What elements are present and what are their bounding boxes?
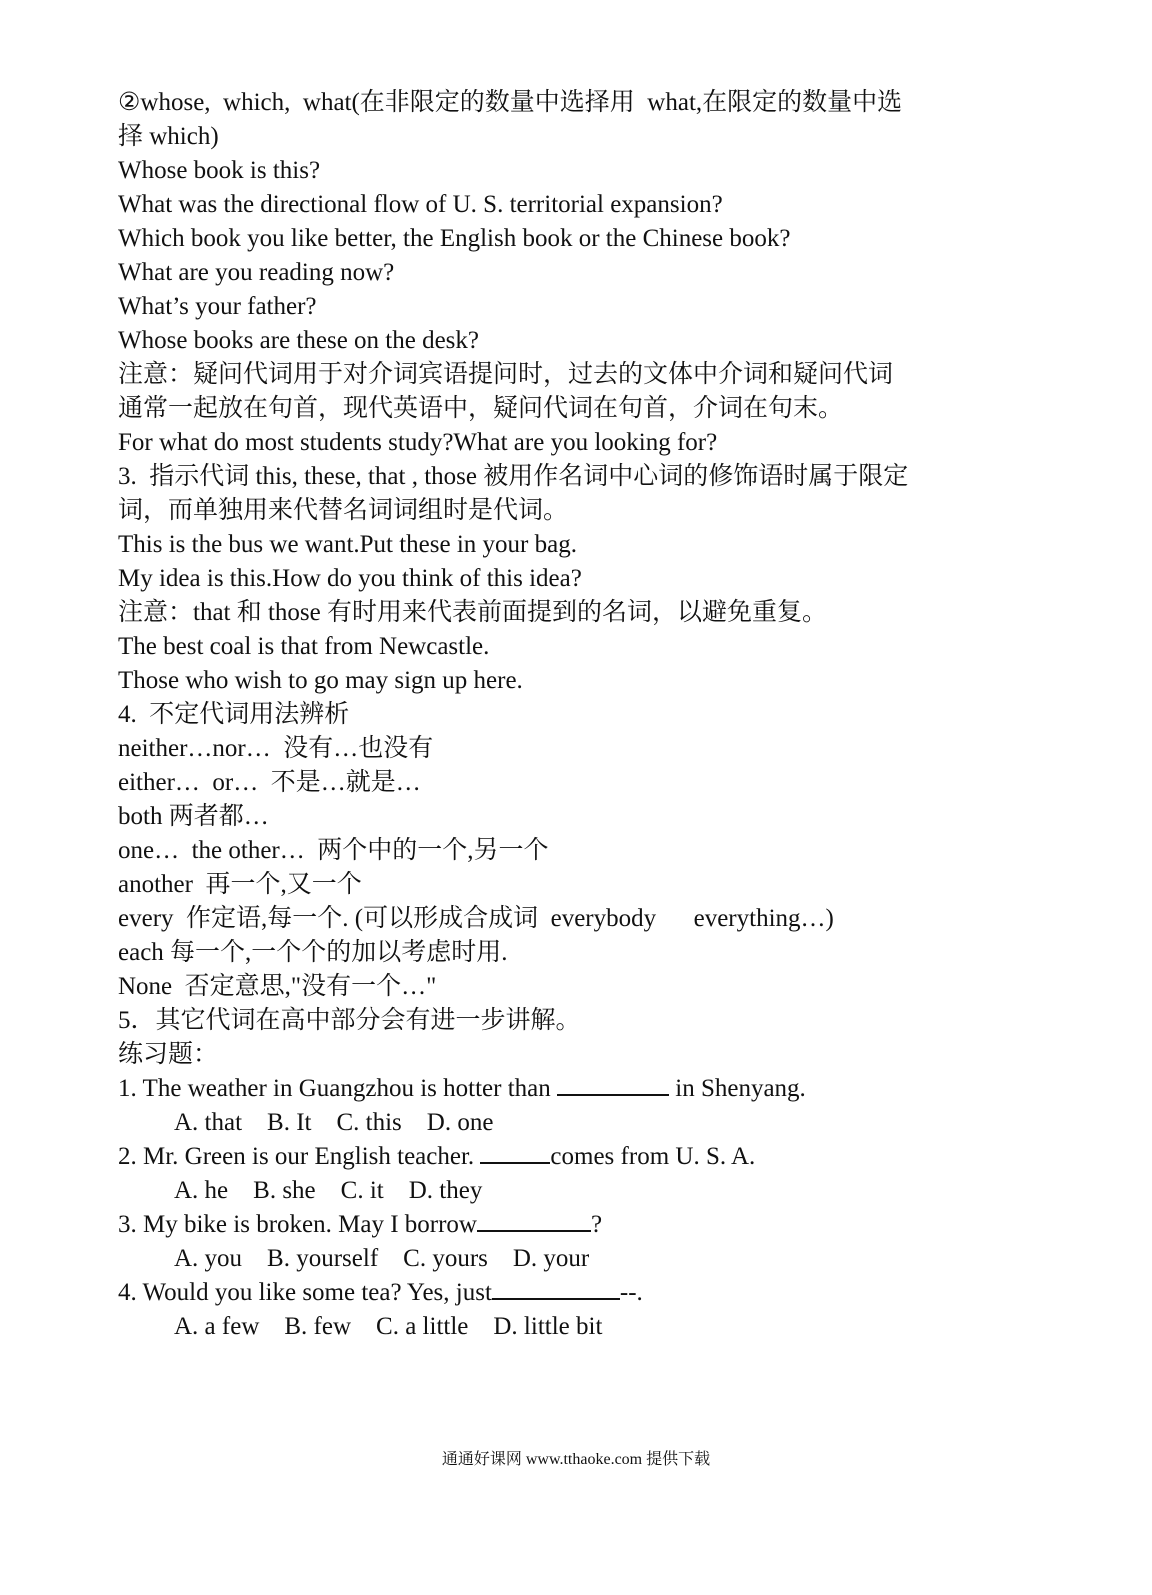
- question-text: 2. Mr. Green is our English teacher.: [118, 1143, 481, 1170]
- text-line: 4. 不定代词用法辨析: [118, 701, 350, 728]
- question-text: --.: [619, 1279, 643, 1306]
- answer-blank: [480, 1140, 550, 1164]
- question-options: A. he B. she C. it D. they: [174, 1177, 483, 1204]
- question-1: [118, 1072, 1048, 1106]
- text-line: one… the other… 两个中的一个,另一个: [118, 837, 549, 864]
- text-line: None 否定意思,"没有一个…": [118, 973, 437, 1000]
- text-line: Those who wish to go may sign up here.: [118, 667, 523, 694]
- question-text: 1. The weather in Guangzhou is hotter than: [118, 1075, 558, 1102]
- document-body: [118, 86, 1048, 1344]
- text-line: 词，而单独用来代替名词词组时是代词。: [118, 497, 569, 524]
- question-4: [118, 1276, 1048, 1310]
- text-line: either… or… 不是…就是…: [118, 769, 421, 796]
- question-text: 3. My bike is broken. May I borrow: [118, 1211, 477, 1238]
- text-line: For what do most students study?What are you looking for?: [118, 429, 718, 456]
- text-line: 练习题：: [118, 1041, 219, 1068]
- page-footer: 通通好课网 www.tthaoke.com 提供下载: [441, 1451, 711, 1468]
- answer-blank: [477, 1208, 591, 1232]
- text-line: Whose book is this?: [118, 157, 321, 184]
- text-line: What are you reading now?: [118, 259, 395, 286]
- text-line: This is the bus we want.Put these in your bag.: [118, 531, 577, 558]
- question-3: [118, 1208, 1048, 1242]
- question-text: comes from U. S. A.: [550, 1143, 756, 1170]
- text-line: Which book you like better, the English book or the Chinese book?: [118, 225, 791, 252]
- text-line: another 再一个,又一个: [118, 871, 362, 898]
- question-options: A. a few B. few C. a little D. little bit: [174, 1313, 603, 1340]
- text-line: Whose books are these on the desk?: [118, 327, 479, 354]
- text-line: 5．其它代词在高中部分会有进一步讲解。: [118, 1007, 581, 1034]
- text-line: every 作定语,每一个. (可以形成合成词 everybody everything…): [118, 905, 834, 932]
- text-line: 择 which): [118, 123, 219, 150]
- text-line: both 两者都…: [118, 803, 269, 830]
- question-text: in Shenyang.: [669, 1075, 806, 1102]
- answer-blank: [492, 1276, 620, 1300]
- question-2: [118, 1140, 1048, 1174]
- text-line: 3. 指示代词 this, these, that , those 被用作名词中心词的修饰语时属于限定: [118, 463, 909, 490]
- text-line: The best coal is that from Newcastle.: [118, 633, 490, 660]
- answer-blank: [557, 1072, 669, 1096]
- text-line: What was the directional flow of U. S. territorial expansion?: [118, 191, 723, 218]
- question-options: A. that B. It C. this D. one: [174, 1109, 494, 1136]
- text-line: 注意：that 和 those 有时用来代表前面提到的名词，以避免重复。: [118, 599, 828, 626]
- text-line: 注意：疑问代词用于对介词宾语提问时，过去的文体中介词和疑问代词: [118, 361, 894, 388]
- question-text: ?: [590, 1211, 603, 1238]
- text-line: ②whose, which, what(在非限定的数量中选择用 what,在限定的数量中选: [118, 89, 903, 116]
- question-text: 4. Would you like some tea? Yes, just: [118, 1279, 492, 1306]
- text-line: each 每一个,一个个的加以考虑时用.: [118, 939, 508, 966]
- text-line: neither…nor… 没有…也没有: [118, 735, 434, 762]
- text-line: What’s your father?: [118, 293, 317, 320]
- question-options: A. you B. yourself C. yours D. your: [174, 1245, 590, 1272]
- text-line: 通常一起放在句首，现代英语中，疑问代词在句首，介词在句末。: [118, 395, 844, 422]
- text-line: My idea is this.How do you think of this idea?: [118, 565, 582, 592]
